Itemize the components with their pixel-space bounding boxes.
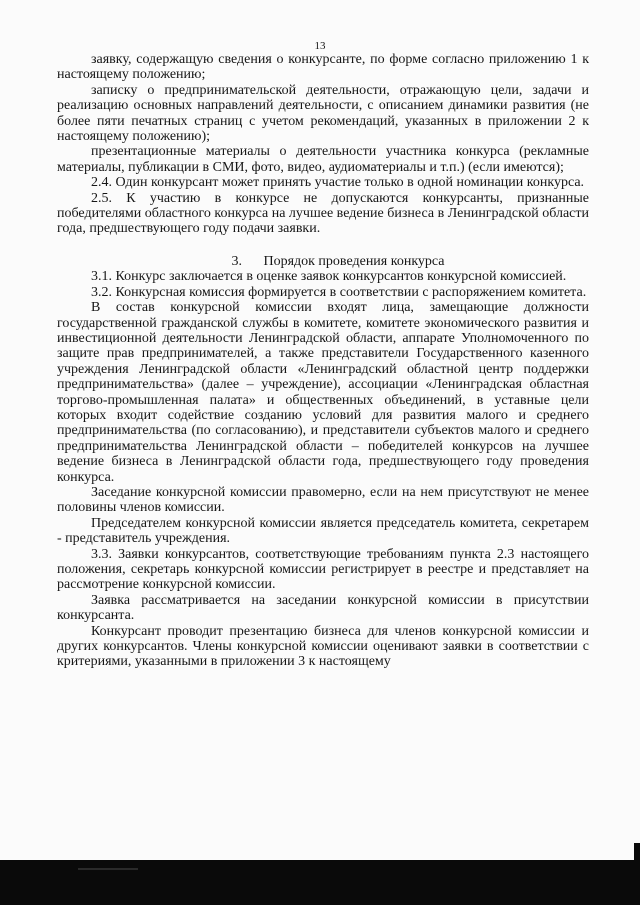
clause-2-4: 2.4. Один конкурсант может принять участие только в одной номинации конкурса. [91, 175, 585, 191]
scan-bottom-border [0, 860, 640, 905]
clause-2-5: 2.5. К участию в конкурсе не допускаются конкурсанты, признанные победителями областного конкурса на лучшее ведение бизнеса в Ленинградской области года, предшествующего году подачи заявки. [57, 190, 589, 237]
chairman-paragraph: Председателем конкурсной комиссии является председатель комитета, секретарем - представитель учреждения. [57, 515, 589, 547]
application-review-paragraph: Заявка рассматривается на заседании конкурсной комиссии в присутствии конкурсанта. [57, 592, 589, 624]
commission-composition: В состав конкурсной комиссии входят лица, замещающие должности государственной гражданской службы в комитете, комитете экономического развития и инвестиционной деятельности Ленинградской области, аппарате Уполномоченного по защите прав предпринимателей, а также представители Государственного казенного учреждения Ленинградской области «Ленинградский областной центр поддержки предпринимательства» (далее – учреждение), ассоциации «Ленинградская областная торгово-промышленная палата» и общественных объединений, в уставные цели которых входит содействие созданию условий для развития малого и среднего предпринимательства (по согласованию), и представители субъектов малого и среднего предпринимательства Ленинградской области – победителей конкурсов на лучшее ведение бизнеса в Ленинградской области года, предшествующего году проведения конкурса. [57, 300, 589, 485]
list-item-business-note: записку о предпринимательской деятельности, отражающую цели, задачи и реализацию основных направлений деятельности, с описанием динамики развития (не более пяти печатных страниц с учетом рекомендаций, указанных в приложении 2 к настоящему положению); [57, 82, 589, 145]
section-number: 3. [231, 253, 242, 269]
clause-3-2: 3.2. Конкурсная комиссия формируется в соответствии с распоряжением комитета. [91, 284, 587, 300]
clause-3-1: 3.1. Конкурс заключается в оценке заявок конкурсантов конкурсной комиссией. [91, 269, 567, 285]
document-body [57, 52, 589, 670]
list-item-application-form: заявку, содержащую сведения о конкурсанте, по форме согласно приложению 1 к настоящему положению; [57, 52, 589, 83]
page-number: 13 [314, 40, 326, 52]
presentation-paragraph: Конкурсант проводит презентацию бизнеса для членов конкурсной комиссии и других конкурсантов. Члены конкурсной комиссии оценивают заявки в соответствии с критериями, указанными в приложении 3 к настоящему [57, 623, 589, 670]
scan-artifact [78, 868, 138, 870]
list-item-presentation-materials: презентационные материалы о деятельности участника конкурса (рекламные материалы, публикации в СМИ, фото, видео, аудиоматериалы и т.п.) (если имеются); [57, 144, 589, 175]
section-heading [57, 254, 589, 269]
section-title: Порядок проведения конкурса [263, 253, 445, 269]
scan-edge-mark [634, 843, 640, 861]
clause-3-3: 3.3. Заявки конкурсантов, соответствующие требованиям пункта 2.3 настоящего положения, секретарь конкурсной комиссии регистрирует в реестре и представляет на рассмотрение конкурсной комиссии. [57, 546, 589, 593]
quorum-paragraph: Заседание конкурсной комиссии правомерно, если на нем присутствуют не менее половины членов комиссии. [57, 484, 589, 516]
